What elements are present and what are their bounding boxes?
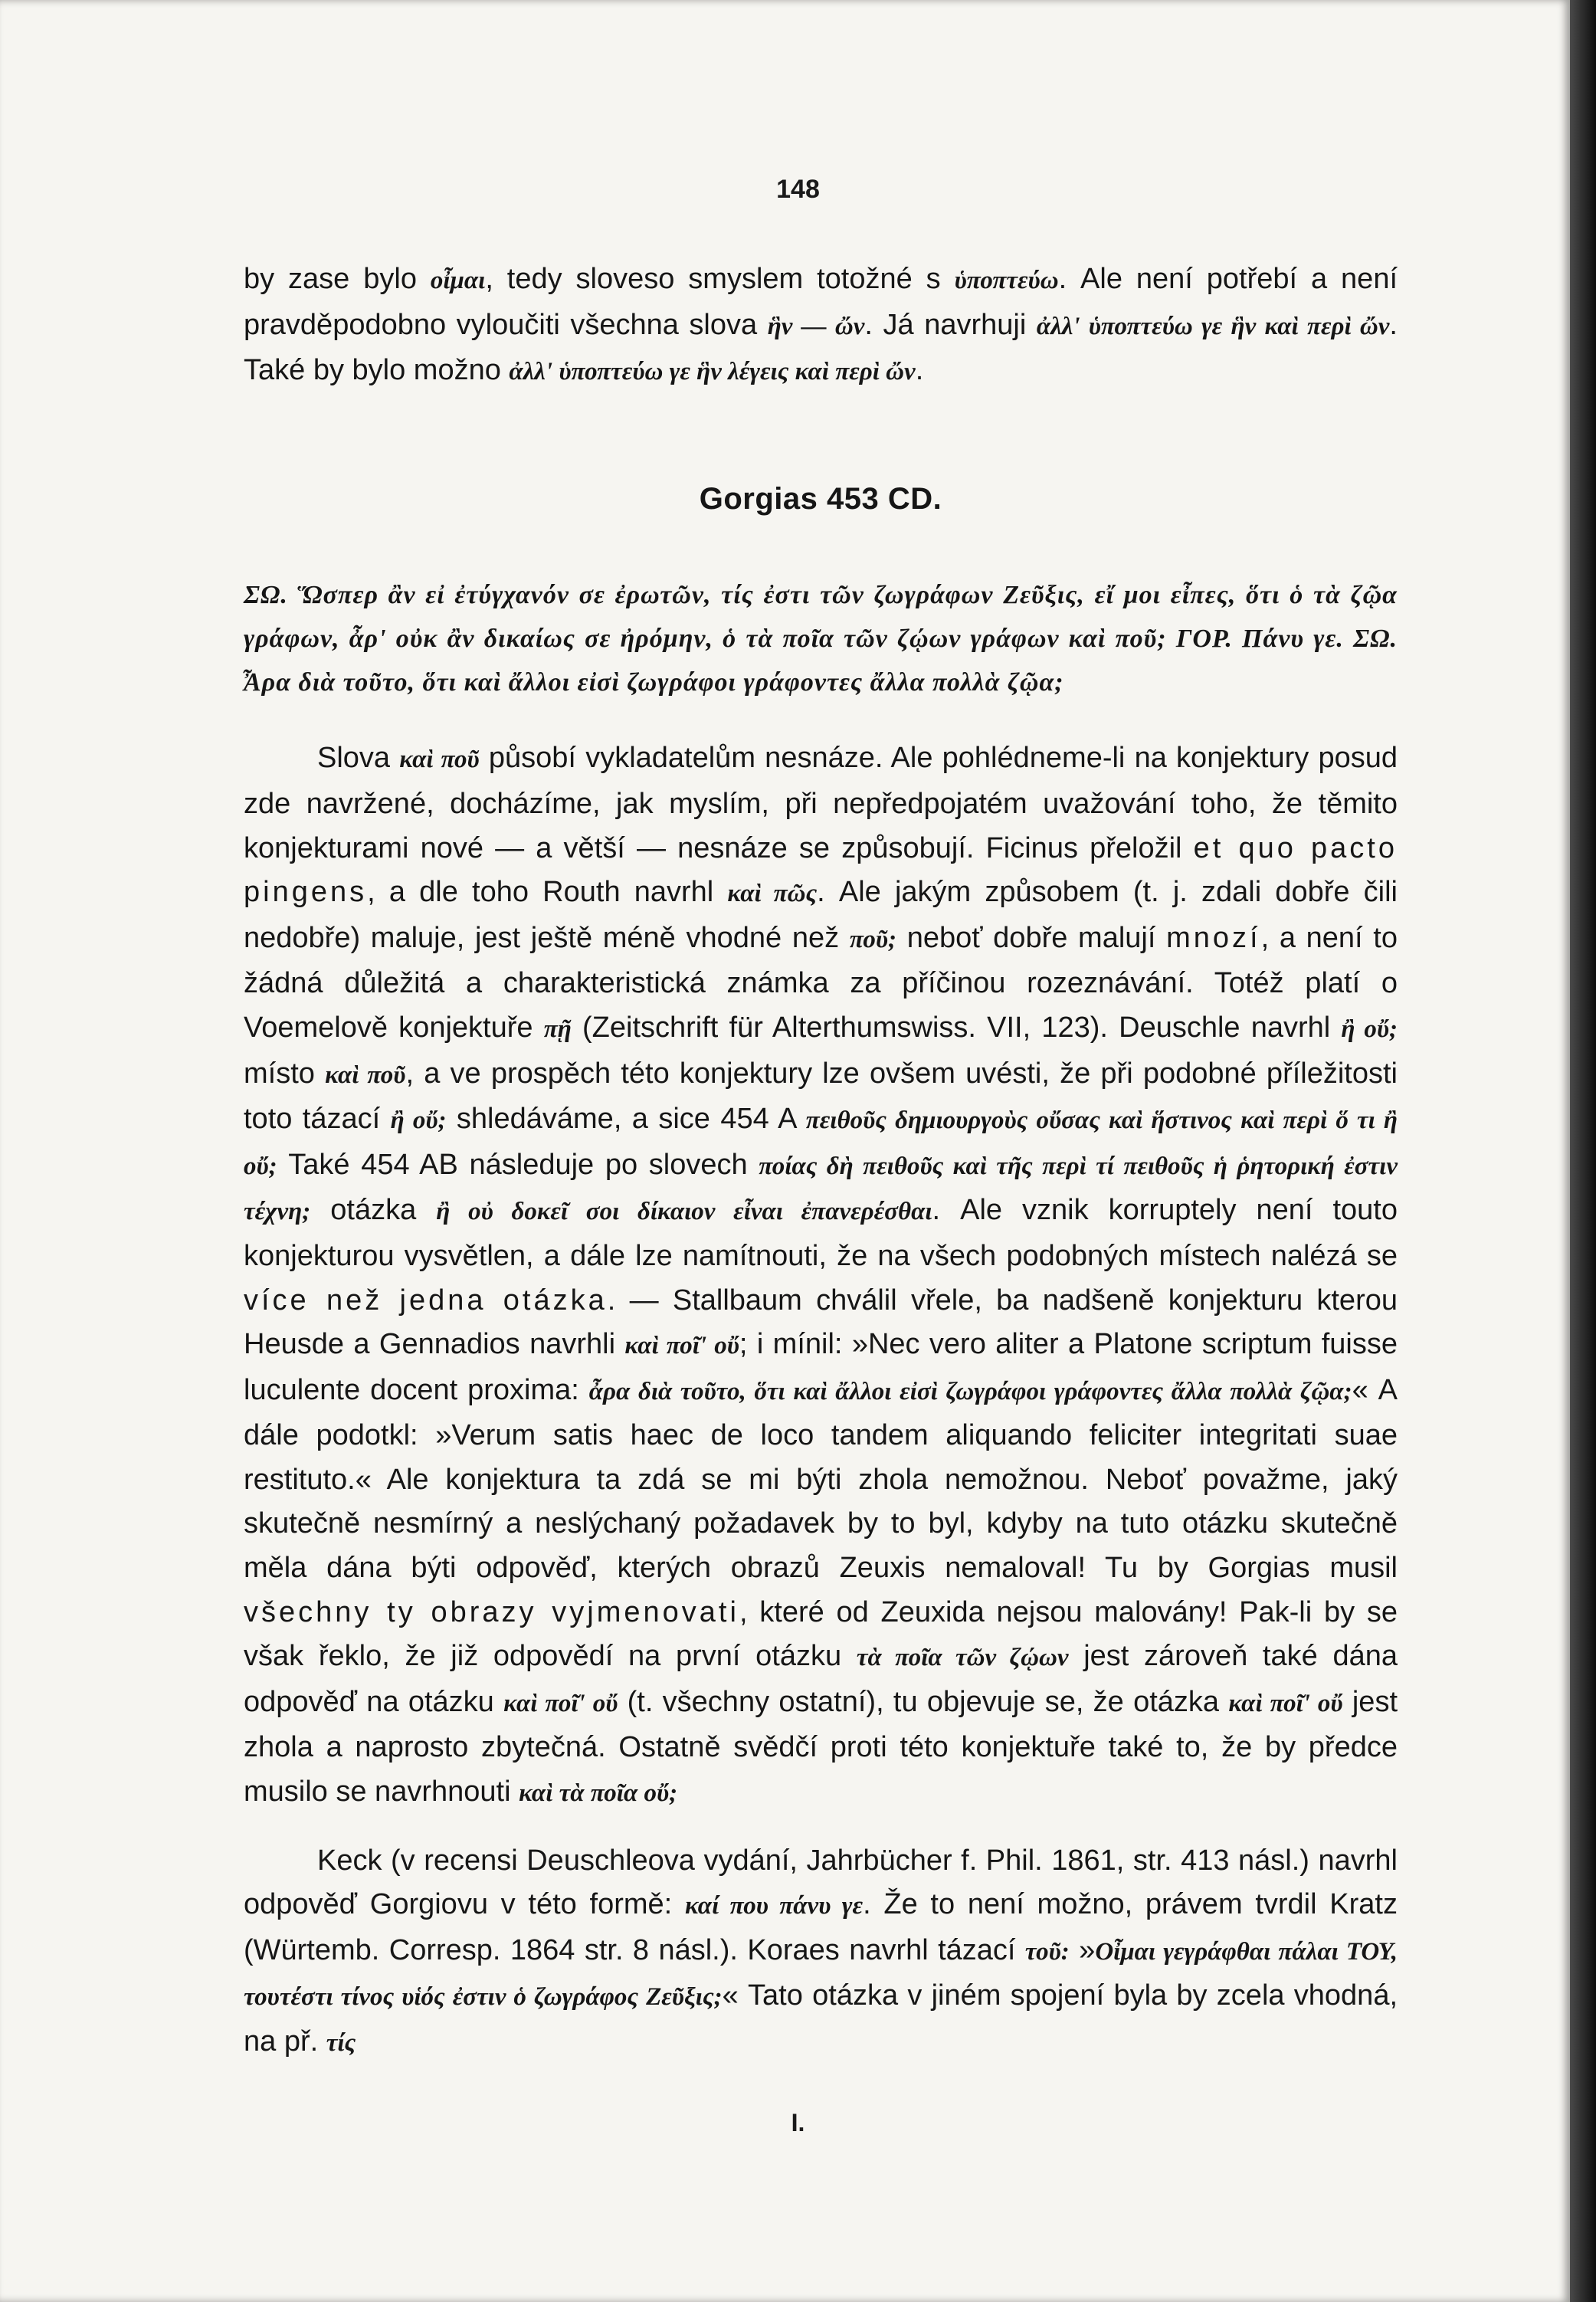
intro-text: . Také by bylo možno bbox=[244, 308, 1398, 387]
greek-term: καί που πάνυ γε bbox=[684, 1892, 864, 1920]
greek-term: καὶ πῶς bbox=[727, 880, 818, 908]
greek-term: ἢ οὐ δοκεῖ σοι δίκαιον εἶναι ἐπανερέσθαι bbox=[436, 1198, 932, 1226]
para-text: neboť dobře malují bbox=[896, 921, 1167, 954]
greek-term: Οἶμαι γεγράφθαι πάλαι ΤΟΥ, τουτέστι τίνος υἱός ἐστιν ὁ ζωγράφος Ζεῦξις; bbox=[244, 1937, 1398, 2012]
signature-mark: I. bbox=[791, 2109, 805, 2136]
para-text: jest zároveň také dána odpověď na otázku bbox=[244, 1640, 1398, 1718]
greek-term: ἀλλ' ὑποπτεύω γε ἣν καὶ περὶ ὤν bbox=[1036, 312, 1390, 340]
para-text: shledáváme, a sice 454 A bbox=[446, 1103, 806, 1136]
greek-term: ὑποπτεύω bbox=[954, 267, 1059, 294]
para-text: působí vykladatelům nesnáze. Ale pohlédneme-li na konjektury posud zde navržené, docházíme, jak myslím, při nepředpojatém uvažování toho, že těmito konjekturami nové — a větší — nesnáze se způsobují. Ficinus přeložil bbox=[244, 742, 1398, 864]
para-text: jest zhola a naprosto zbytečná. Ostatně svědčí proti této konjektuře také to, že by předce musilo se navrhnouti bbox=[244, 1685, 1398, 1808]
greek-term: ἣν — ὤν bbox=[767, 312, 865, 340]
keck-paragraph bbox=[244, 1839, 1398, 2066]
para-text: ; i mínil: »Nec vero aliter a Platone scriptum fuisse luculente docent proxima: bbox=[244, 1328, 1398, 1406]
greek-term: ποίας δὴ πειθοῦς καὶ τῆς περὶ τί πειθοῦς ἡ ῥητορική ἐστιν τέχνη; bbox=[244, 1152, 1398, 1226]
greek-term: τίς bbox=[326, 2029, 356, 2057]
para-text: « Tato otázka v jiném spojení byla by zcela vhodná, na př. bbox=[244, 1979, 1398, 2058]
greek-term: ἆρα διὰ τοῦτο, ὅτι καὶ ἄλλοι εἰσὶ ζωγράφοι γράφοντες ἄλλα πολλὰ ζῷα; bbox=[588, 1377, 1352, 1405]
greek-quotation: ΣΩ. Ὥσπερ ἂν εἰ ἐτύγχανόν σε ἐρωτῶν, τίς ἐστι τῶν ζωγράφων Ζεῦξις, εἴ μοι εἶπες, ὅτι ὁ τὰ ζῷα γράφων, ἆρ' οὐκ ἂν δικαίως σε ἠρόμην, ὁ τὰ ποῖα τῶν ζῴων γράφων καὶ ποῦ; ΓΟΡ. Πάνυ γε. ΣΩ. Ἆρα διὰ τοῦτο, ὅτι καὶ ἄλλοι εἰσὶ ζωγράφοι γράφοντες ἄλλα πολλὰ ζῷα; bbox=[244, 581, 1398, 697]
intro-text: . Já navrhuji bbox=[864, 308, 1037, 341]
para-text: , které od Zeuxida nejsou malovány! Pak-li by se však řeklo, že již odpovědí na první otázku bbox=[244, 1595, 1398, 1673]
para-text: (Zeitschrift für Alterthumswiss. VII, 123). Deuschle navrhl bbox=[571, 1011, 1342, 1044]
para-text: (t. všechny ostatní), tu objevuje se, že otázka bbox=[618, 1685, 1229, 1718]
para-text: Keck (v recensi Deuschleova vydání, Jahrbücher f. Phil. 1861, str. 413 násl.) navrhl odpověď Gorgiovu v této formě: bbox=[244, 1844, 1398, 1921]
greek-term: καὶ ποῖ' οὔ bbox=[503, 1689, 618, 1717]
greek-term: τὰ ποῖα τῶν ζῴων bbox=[856, 1644, 1069, 1672]
greek-term: πῇ bbox=[543, 1015, 572, 1043]
greek-term: ποῦ; bbox=[849, 925, 897, 953]
para-text: . Ale jakým způsobem (t. j. zdali dobře čili nedobře) maluje, jest ještě méně vhodné než bbox=[244, 876, 1398, 954]
greek-term: ἢ οὔ; bbox=[1341, 1015, 1398, 1043]
commentary-paragraph bbox=[244, 736, 1398, 1815]
spaced-emphasis: mnozí bbox=[1166, 921, 1261, 954]
greek-term: καὶ ποῖ' οὔ bbox=[624, 1332, 739, 1360]
greek-term: πειθοῦς δημιουργοὺς οὔσας καὶ ἥστινος καὶ περὶ ὅ τι ἢ οὔ; bbox=[244, 1107, 1398, 1180]
intro-text: . Ale není potřebí a není pravděpodobno vyloučiti všechna slova bbox=[244, 263, 1398, 341]
greek-term: ἀλλ' ὑποπτεύω γε ἣν λέγεις καὶ περὶ ὤν bbox=[509, 358, 916, 386]
greek-term: τοῦ: bbox=[1024, 1937, 1070, 1966]
greek-term: καὶ τὰ ποῖα οὔ; bbox=[519, 1779, 678, 1808]
spaced-emphasis: et quo pacto pingens bbox=[244, 831, 1398, 909]
page-number: 148 bbox=[776, 175, 820, 204]
intro-text: . bbox=[915, 354, 924, 387]
para-text: Slova bbox=[317, 742, 400, 775]
section-heading: Gorgias 453 CD. bbox=[699, 481, 942, 516]
para-text: , a dle toho Routh navrhl bbox=[367, 876, 728, 909]
spaced-emphasis: více než jedna otázka bbox=[244, 1284, 608, 1317]
greek-term: καὶ ποῦ bbox=[325, 1061, 406, 1089]
intro-text: , tedy sloveso smyslem totožné s bbox=[485, 263, 955, 295]
intro-paragraph bbox=[244, 257, 1398, 395]
greek-term: καὶ ποῖ' οὔ bbox=[1228, 1689, 1343, 1717]
para-text: , a není to žádná důležitá a charakteristická známka za příčinou rozeznávání. Totéž platí o Voemelově konjektuře bbox=[244, 921, 1398, 1044]
para-text: otázka bbox=[310, 1194, 437, 1227]
para-text: . Že to není možno, právem tvrdil Kratz (Würtemb. Corresp. 1864 str. 8 násl.). Koraes navrhl tázací bbox=[244, 1888, 1398, 1966]
para-text: místo bbox=[244, 1057, 326, 1090]
scan-edge bbox=[1570, 0, 1596, 2302]
intro-text: by zase bylo bbox=[244, 263, 431, 295]
body-text bbox=[244, 257, 1398, 2066]
para-text: , a ve prospěch této konjektury lze ovšem uvésti, že při podobné příležitosti toto tázací bbox=[244, 1057, 1398, 1136]
greek-term: καὶ ποῦ bbox=[399, 746, 480, 774]
greek-term: οἶμαι bbox=[430, 267, 486, 294]
para-text: . Ale vznik korruptely není touto konjekturou vysvětlen, a dále lze namítnouti, že na všech podobných místech nalézá se bbox=[244, 1194, 1398, 1272]
greek-term: ἢ οὔ; bbox=[390, 1107, 447, 1135]
para-text: « A dále podotkl: »Verum satis haec de loco tandem aliquando feliciter integritati suae restituto.« Ale konjektura ta zdá se mi býti zhola nemožnou. Neboť považme, jaký skutečně nesmírný a neslýchaný požadavek by to byl, kdyby na tuto otázku skutečně měla dána býti odpověď, kterých obrazů Zeuxis nemaloval! Tu by Gorgias musil bbox=[244, 1373, 1398, 1585]
spaced-emphasis: všechny ty obrazy vyjmenovati bbox=[244, 1595, 739, 1628]
para-text: Také 454 AB následuje po slovech bbox=[277, 1148, 759, 1181]
para-text: » bbox=[1069, 1933, 1096, 1966]
para-text: . — Stallbaum chválil vřele, ba nadšeně konjekturu kterou Heusde a Gennadios navrhli bbox=[244, 1284, 1398, 1361]
